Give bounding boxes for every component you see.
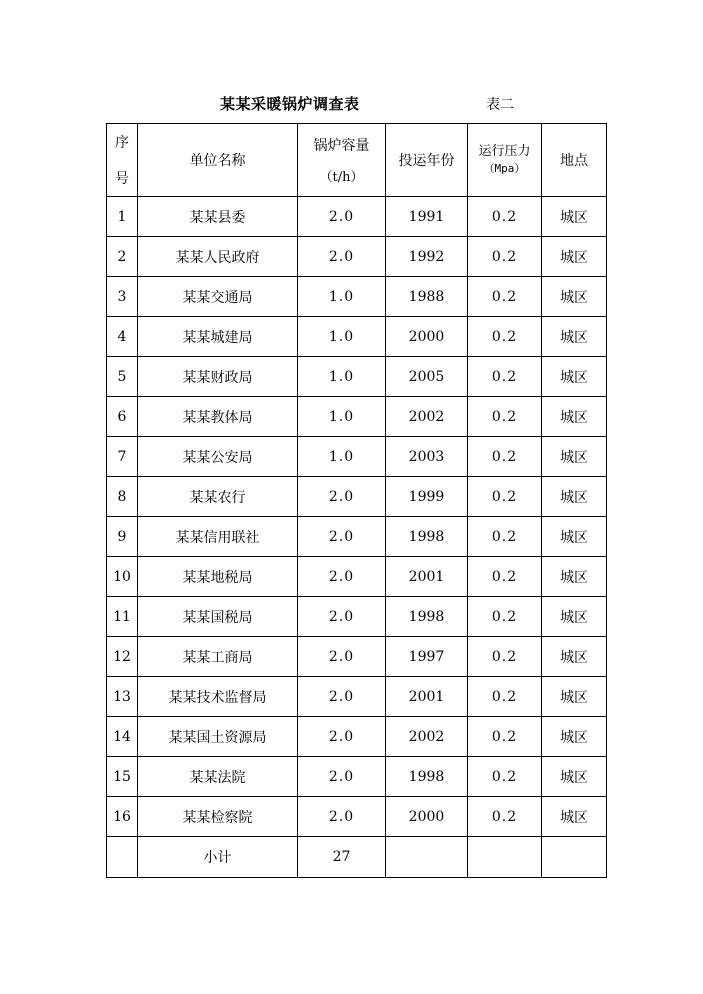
row-pressure: 0.2 bbox=[468, 277, 542, 317]
row-capacity: 2.0 bbox=[298, 557, 386, 597]
row-capacity: 2.0 bbox=[298, 597, 386, 637]
table-row bbox=[107, 477, 607, 517]
row-location: 城区 bbox=[542, 637, 607, 677]
row-year: 2002 bbox=[386, 717, 468, 757]
subtotal-year bbox=[386, 837, 468, 878]
subtotal-row bbox=[107, 837, 607, 878]
row-capacity: 2.0 bbox=[298, 717, 386, 757]
row-seq: 8 bbox=[107, 477, 138, 517]
page-title: 某某采暖锅炉调查表 bbox=[220, 95, 360, 113]
row-location: 城区 bbox=[542, 717, 607, 757]
row-location: 城区 bbox=[542, 317, 607, 357]
row-seq: 15 bbox=[107, 757, 138, 797]
row-seq: 13 bbox=[107, 677, 138, 717]
row-year: 2001 bbox=[386, 557, 468, 597]
row-capacity: 2.0 bbox=[298, 197, 386, 237]
boiler-survey-table bbox=[106, 123, 607, 878]
row-location: 城区 bbox=[542, 437, 607, 477]
header-pressure-label: 运行压力 bbox=[478, 144, 531, 159]
row-year: 2003 bbox=[386, 437, 468, 477]
row-year: 1998 bbox=[386, 517, 468, 557]
header-seq-top: 序 bbox=[115, 135, 129, 151]
table-row bbox=[107, 317, 607, 357]
row-seq: 2 bbox=[107, 237, 138, 277]
row-year: 2000 bbox=[386, 317, 468, 357]
row-pressure: 0.2 bbox=[468, 797, 542, 837]
row-unit-name: 某某财政局 bbox=[138, 357, 298, 397]
row-year: 2000 bbox=[386, 797, 468, 837]
table-row bbox=[107, 637, 607, 677]
row-capacity: 1.0 bbox=[298, 357, 386, 397]
row-seq: 12 bbox=[107, 637, 138, 677]
row-year: 1998 bbox=[386, 757, 468, 797]
row-unit-name: 某某检察院 bbox=[138, 797, 298, 837]
row-unit-name: 某某城建局 bbox=[138, 317, 298, 357]
row-seq: 16 bbox=[107, 797, 138, 837]
row-capacity: 1.0 bbox=[298, 397, 386, 437]
row-year: 1991 bbox=[386, 197, 468, 237]
row-pressure: 0.2 bbox=[468, 517, 542, 557]
row-unit-name: 某某法院 bbox=[138, 757, 298, 797]
row-pressure: 0.2 bbox=[468, 237, 542, 277]
row-capacity: 1.0 bbox=[298, 437, 386, 477]
table-row bbox=[107, 517, 607, 557]
row-pressure: 0.2 bbox=[468, 677, 542, 717]
row-seq: 9 bbox=[107, 517, 138, 557]
row-location: 城区 bbox=[542, 397, 607, 437]
row-pressure: 0.2 bbox=[468, 197, 542, 237]
row-pressure: 0.2 bbox=[468, 597, 542, 637]
table-row bbox=[107, 557, 607, 597]
row-location: 城区 bbox=[542, 797, 607, 837]
row-unit-name: 某某农行 bbox=[138, 477, 298, 517]
header-seq bbox=[107, 124, 138, 197]
row-pressure: 0.2 bbox=[468, 637, 542, 677]
header-capacity-unit: （t/h） bbox=[319, 170, 364, 185]
table-row bbox=[107, 597, 607, 637]
row-capacity: 2.0 bbox=[298, 677, 386, 717]
row-capacity: 1.0 bbox=[298, 317, 386, 357]
row-seq: 7 bbox=[107, 437, 138, 477]
row-seq: 11 bbox=[107, 597, 138, 637]
header-unit-name: 单位名称 bbox=[138, 124, 298, 197]
row-location: 城区 bbox=[542, 677, 607, 717]
header-seq-bottom: 号 bbox=[115, 171, 129, 187]
table-row bbox=[107, 277, 607, 317]
table-row bbox=[107, 397, 607, 437]
row-unit-name: 某某国税局 bbox=[138, 597, 298, 637]
row-location: 城区 bbox=[542, 597, 607, 637]
row-year: 1988 bbox=[386, 277, 468, 317]
table-row bbox=[107, 717, 607, 757]
row-unit-name: 某某县委 bbox=[138, 197, 298, 237]
row-location: 城区 bbox=[542, 237, 607, 277]
row-year: 2001 bbox=[386, 677, 468, 717]
table-row bbox=[107, 757, 607, 797]
table-row bbox=[107, 797, 607, 837]
row-unit-name: 某某交通局 bbox=[138, 277, 298, 317]
row-unit-name: 某某人民政府 bbox=[138, 237, 298, 277]
table-row bbox=[107, 677, 607, 717]
subtotal-capacity: 27 bbox=[298, 837, 386, 878]
subtotal-pressure bbox=[468, 837, 542, 878]
header-capacity-label: 锅炉容量 bbox=[313, 138, 370, 154]
row-location: 城区 bbox=[542, 757, 607, 797]
row-seq: 6 bbox=[107, 397, 138, 437]
row-unit-name: 某某地税局 bbox=[138, 557, 298, 597]
header-row bbox=[107, 124, 607, 197]
table-row bbox=[107, 437, 607, 477]
row-capacity: 2.0 bbox=[298, 517, 386, 557]
row-capacity: 2.0 bbox=[298, 237, 386, 277]
row-pressure: 0.2 bbox=[468, 717, 542, 757]
row-location: 城区 bbox=[542, 197, 607, 237]
row-capacity: 2.0 bbox=[298, 797, 386, 837]
header-year: 投运年份 bbox=[386, 124, 468, 197]
row-seq: 4 bbox=[107, 317, 138, 357]
row-unit-name: 某某工商局 bbox=[138, 637, 298, 677]
header-capacity bbox=[298, 124, 386, 197]
row-pressure: 0.2 bbox=[468, 397, 542, 437]
row-location: 城区 bbox=[542, 517, 607, 557]
row-seq: 1 bbox=[107, 197, 138, 237]
row-year: 1998 bbox=[386, 597, 468, 637]
header-pressure-unit: （Mpa） bbox=[483, 162, 526, 175]
header-pressure bbox=[468, 124, 542, 197]
row-unit-name: 某某信用联社 bbox=[138, 517, 298, 557]
table-row bbox=[107, 197, 607, 237]
row-pressure: 0.2 bbox=[468, 757, 542, 797]
subtotal-label: 小计 bbox=[138, 837, 298, 878]
table-row bbox=[107, 357, 607, 397]
row-capacity: 2.0 bbox=[298, 477, 386, 517]
row-year: 1999 bbox=[386, 477, 468, 517]
row-unit-name: 某某公安局 bbox=[138, 437, 298, 477]
table-number: 表二 bbox=[486, 97, 514, 113]
row-location: 城区 bbox=[542, 277, 607, 317]
subtotal-seq bbox=[107, 837, 138, 878]
row-year: 1992 bbox=[386, 237, 468, 277]
row-capacity: 1.0 bbox=[298, 277, 386, 317]
row-seq: 14 bbox=[107, 717, 138, 757]
row-year: 2002 bbox=[386, 397, 468, 437]
row-location: 城区 bbox=[542, 477, 607, 517]
row-pressure: 0.2 bbox=[468, 557, 542, 597]
row-pressure: 0.2 bbox=[468, 357, 542, 397]
header-location: 地点 bbox=[542, 124, 607, 197]
subtotal-location bbox=[542, 837, 607, 878]
row-unit-name: 某某国土资源局 bbox=[138, 717, 298, 757]
row-year: 2005 bbox=[386, 357, 468, 397]
row-capacity: 2.0 bbox=[298, 757, 386, 797]
row-seq: 5 bbox=[107, 357, 138, 397]
row-capacity: 2.0 bbox=[298, 637, 386, 677]
row-location: 城区 bbox=[542, 557, 607, 597]
row-seq: 3 bbox=[107, 277, 138, 317]
row-pressure: 0.2 bbox=[468, 437, 542, 477]
row-pressure: 0.2 bbox=[468, 317, 542, 357]
row-unit-name: 某某教体局 bbox=[138, 397, 298, 437]
row-location: 城区 bbox=[542, 357, 607, 397]
row-unit-name: 某某技术监督局 bbox=[138, 677, 298, 717]
table-row bbox=[107, 237, 607, 277]
row-pressure: 0.2 bbox=[468, 477, 542, 517]
row-seq: 10 bbox=[107, 557, 138, 597]
row-year: 1997 bbox=[386, 637, 468, 677]
